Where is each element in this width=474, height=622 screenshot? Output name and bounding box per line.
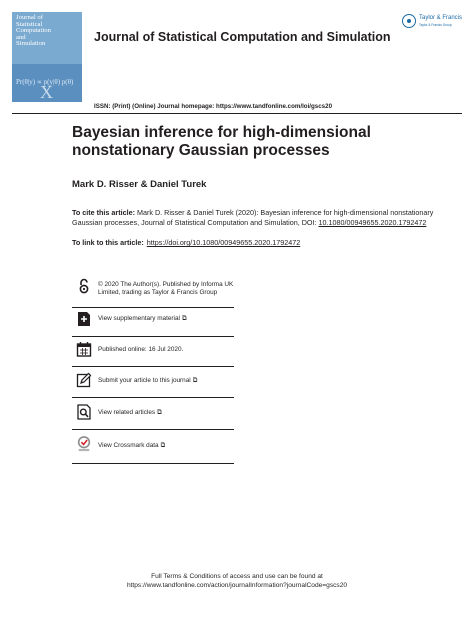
- article-title: Bayesian inference for high-dimensional nonstationary Gaussian processes: [72, 124, 371, 159]
- info-divider: [72, 429, 234, 430]
- info-divider: [72, 397, 234, 398]
- article-authors: Mark D. Risser & Daniel Turek: [72, 179, 207, 190]
- article-doi-link[interactable]: https://doi.org/10.1080/00949655.2020.1792472: [146, 238, 301, 247]
- crossmark-link[interactable]: View Crossmark data: [98, 442, 159, 449]
- related-articles-link[interactable]: View related articles: [98, 409, 156, 416]
- article-link-line: [72, 238, 300, 247]
- issn-homepage-line: ISSN: (Print) (Online) Journal homepage: https://www.tandfonline.com/loi/gscs20: [94, 103, 333, 110]
- info-divider: [72, 307, 234, 308]
- copyright-text: © 2020 The Author(s). Published by Informa UK Limited, trading as Taylor & Francis Group: [98, 281, 234, 296]
- submit-article-item[interactable]: [72, 372, 234, 396]
- external-link-icon: ⧉: [160, 442, 166, 449]
- published-date-item: [72, 341, 234, 365]
- edit-icon: [76, 372, 92, 388]
- calendar-icon: [76, 341, 92, 357]
- cite-doi-link[interactable]: 10.1080/00949655.2020.1792472: [318, 217, 427, 227]
- cover-title: Journal of Statistical Computation and Simulation: [16, 14, 51, 48]
- journal-name: Journal of Statistical Computation and Simulation: [94, 30, 391, 44]
- footer-terms: Full Terms & Conditions of access and use can be found at: [151, 573, 323, 580]
- open-access-icon: [76, 278, 92, 294]
- cite-text: Mark D. Risser & Daniel Turek (2020): Bayesian inference for high-dimensional nonstationary Gaussian processes, Journal of Statistical Computation and Simulation, DOI:: [72, 208, 434, 227]
- external-link-icon: ⧉: [157, 409, 162, 416]
- external-link-icon: ⧉: [181, 315, 187, 322]
- supplementary-link[interactable]: View supplementary material: [98, 315, 180, 322]
- publisher-logo: [402, 12, 466, 34]
- info-divider: [72, 463, 234, 464]
- related-articles-item[interactable]: [72, 404, 234, 428]
- header-divider: [12, 113, 462, 114]
- search-icon: [76, 404, 92, 420]
- supplementary-plus-icon: [76, 311, 92, 327]
- journal-cover: [12, 12, 82, 102]
- submit-article-link[interactable]: Submit your article to this journal: [98, 377, 191, 384]
- publisher-tagline: Taylor & Francis Group: [419, 23, 452, 27]
- published-date-text: Published online: 16 Jul 2020.: [98, 346, 184, 353]
- footer-terms-link[interactable]: https://www.tandfonline.com/action/journalInformation?journalCode=gscs20: [126, 582, 348, 589]
- publisher-name: Taylor & Francis: [419, 15, 463, 21]
- cover-mark: X: [40, 82, 53, 102]
- citation-block: [72, 208, 452, 227]
- open-access-item: [72, 278, 234, 306]
- crossmark-item[interactable]: [72, 436, 234, 462]
- crossmark-icon: [76, 436, 92, 452]
- info-divider: [72, 366, 234, 367]
- publisher-logo-icon: [402, 14, 416, 28]
- external-link-icon: ⧉: [192, 377, 198, 384]
- cover-formula: Pr(θ|y) ∝ p(y|θ) p(θ): [16, 78, 74, 86]
- supplementary-item[interactable]: [72, 311, 234, 335]
- cite-label: To cite this article:: [72, 208, 135, 217]
- info-divider: [72, 336, 234, 337]
- link-label: To link to this article:: [72, 238, 144, 247]
